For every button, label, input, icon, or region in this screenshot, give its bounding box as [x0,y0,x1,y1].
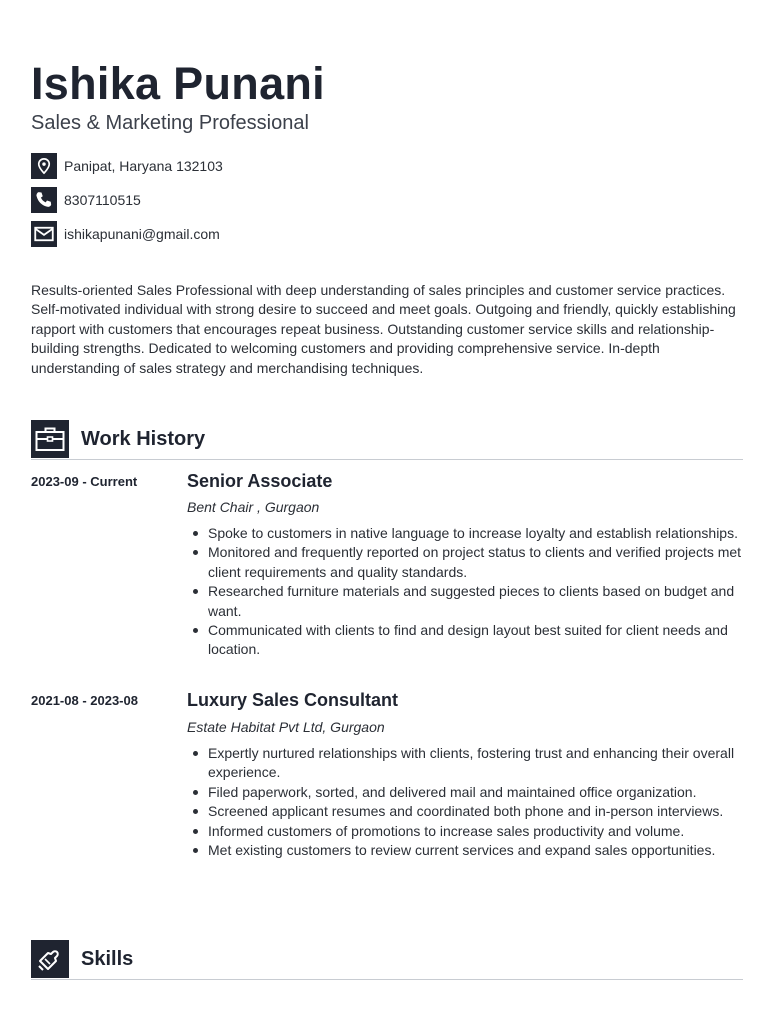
list-item: Met existing customers to review current services and expand sales opportunities. [187,841,743,860]
phone-text: 8307110515 [64,192,141,208]
job-bullets [187,524,743,660]
briefcase-icon [31,420,69,458]
list-item: Filed paperwork, sorted, and delivered mail and maintained office organization. [187,783,743,802]
list-item: Informed customers of promotions to increase sales productivity and volume. [187,822,743,841]
list-item: Spoke to customers in native language to increase loyalty and establish relationships. [187,524,743,543]
work-history-title: Work History [81,428,206,450]
job-title: Senior Associate [187,471,333,491]
map-pin-icon [31,153,57,179]
skills-title: Skills [81,948,134,970]
work-history-header [31,420,743,460]
contact-address [31,153,223,179]
job-title: Luxury Sales Consultant [187,690,399,710]
job-dates: 2023-09 - Current [31,474,138,489]
list-item: Expertly nurtured relationships with clients, fostering trust and enhancing their overall experience. [187,744,743,783]
email-text: ishikapunani@gmail.com [64,226,220,242]
job-company: Bent Chair , Gurgaon [187,499,320,515]
mail-icon [31,221,57,247]
professional-title: Sales & Marketing Professional [31,112,309,134]
contact-phone [31,187,141,213]
list-item: Screened applicant resumes and coordinated both phone and in-person interviews. [187,802,743,821]
list-item: Monitored and frequently reported on project status to clients and verified projects met client requirements and quality standards. [187,543,743,582]
contact-email [31,221,220,247]
skills-header [31,940,743,980]
list-item: Communicated with clients to find and design layout best suited for client needs and location. [187,621,743,660]
professional-summary: Results-oriented Sales Professional with deep understanding of sales principles and customer service practices. Self-motivated individual with strong desire to succeed and meet goals. Outgoing and friendly, quickly establishing rapport with customers that encourages repeat business. Outstanding customer service skills and relationship-building strengths. Dedicated to welcoming customers and providing comprehensive service. In-depth understanding of sales strategy and merchandising techniques. [31,282,736,376]
phone-icon [31,187,57,213]
list-item: Researched furniture materials and suggested pieces to clients based on budget and want. [187,582,743,621]
puzzle-hand-icon [31,940,69,978]
job-bullets [187,744,743,860]
address-text: Panipat, Haryana 132103 [64,158,223,174]
candidate-name: Ishika Punani [31,58,325,109]
job-company: Estate Habitat Pvt Ltd, Gurgaon [187,719,385,735]
job-dates: 2021-08 - 2023-08 [31,693,138,708]
